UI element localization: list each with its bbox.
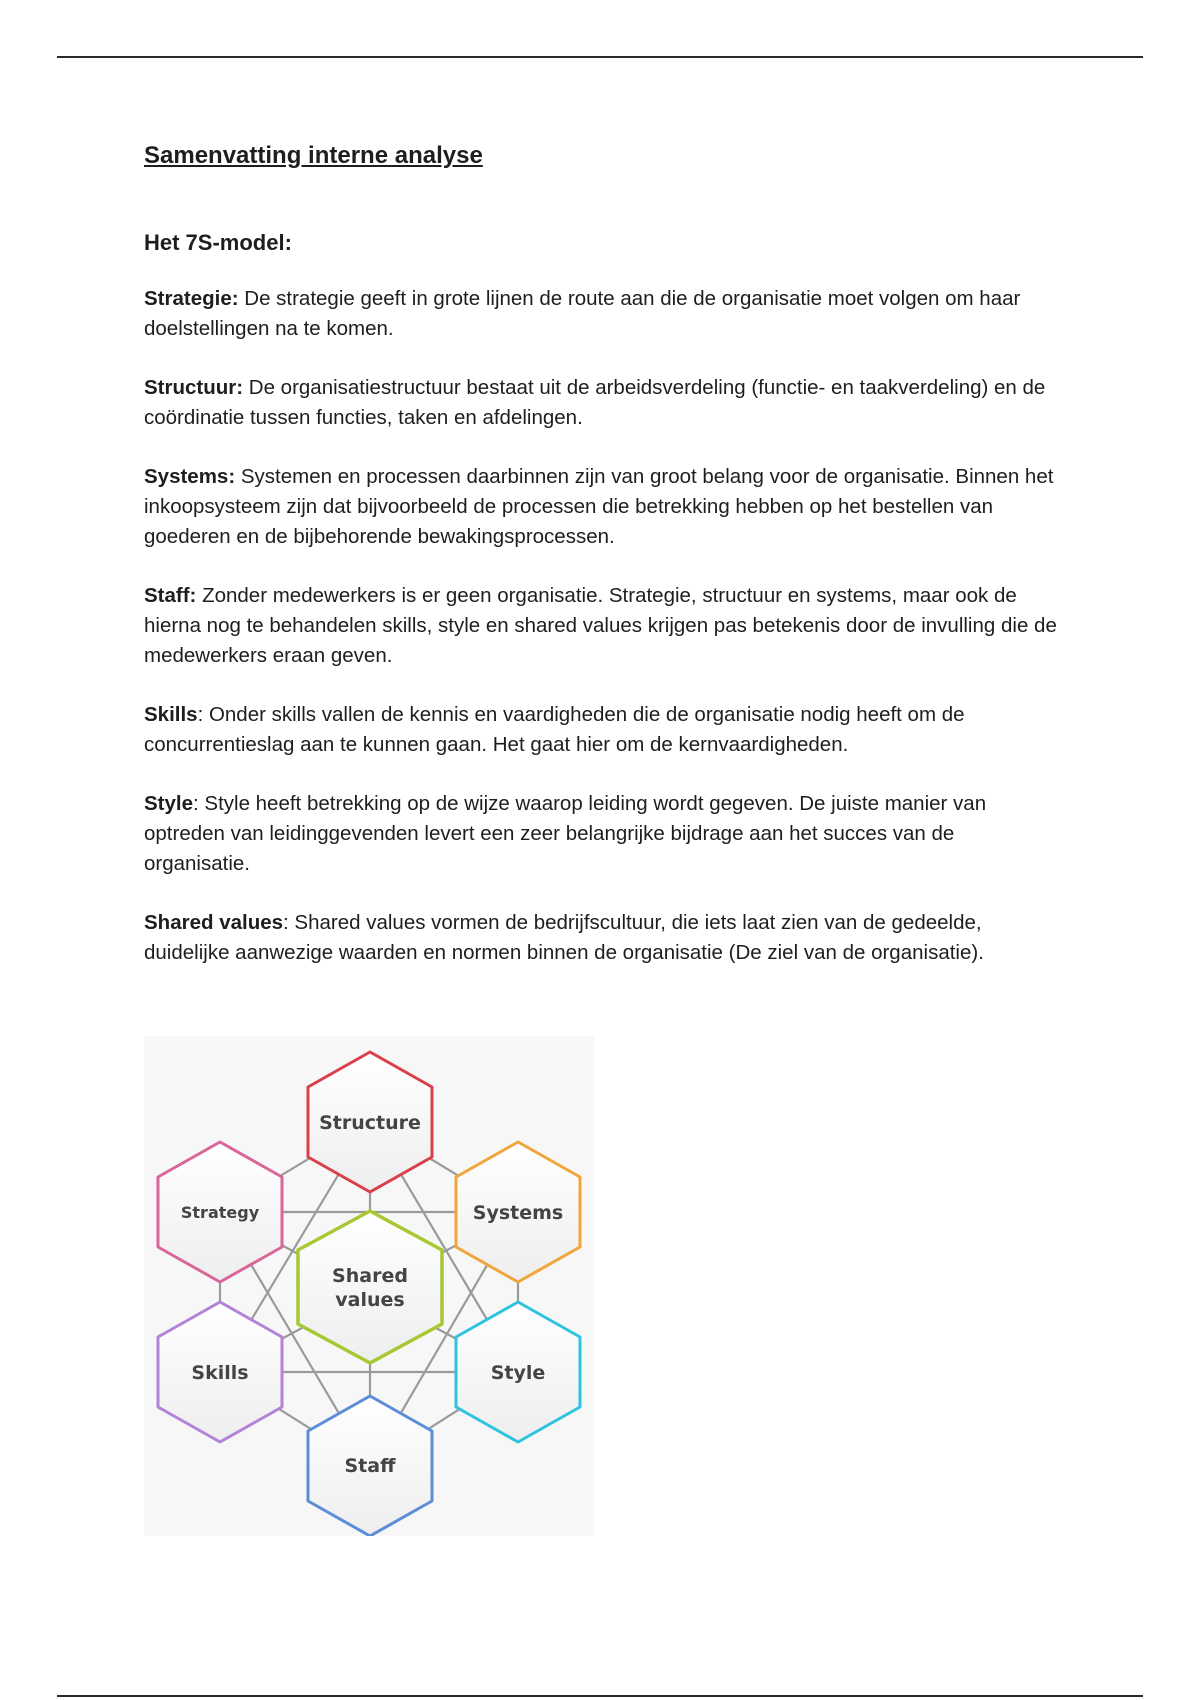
- shared-values-label-line1: Shared: [332, 1265, 408, 1287]
- definition-text: : Shared values vormen de bedrijfscultuur, die iets laat zien van de gedeelde, duidelijke aanwezige waarden en normen binnen de organisatie (De ziel van de organisatie).: [144, 910, 984, 964]
- strategy-label: Strategy: [180, 1203, 260, 1222]
- term-label: Style: [144, 791, 193, 815]
- style-label: Style: [490, 1362, 546, 1384]
- shared-values-label-line2: values: [335, 1289, 405, 1311]
- definition-shared-values: [144, 908, 1064, 968]
- term-label: Systems:: [144, 464, 236, 488]
- document-body: [144, 140, 1064, 997]
- staff-label: Staff: [344, 1455, 396, 1477]
- definition-systems: [144, 462, 1064, 552]
- definition-staff: [144, 581, 1064, 671]
- seven-s-diagram: [144, 1036, 594, 1536]
- bottom-rule: [57, 1695, 1143, 1697]
- definition-text: Systemen en processen daarbinnen zijn van groot belang voor de organisatie. Binnen het inkoopsysteem zijn dat bijvoorbeeld de processen die betrekking hebben op het bestellen van goederen en de bijbehorende bewakingsprocessen.: [144, 464, 1054, 548]
- structure-label: Structure: [319, 1112, 421, 1134]
- definition-skills: [144, 700, 1064, 760]
- seven-s-diagram-svg: [144, 1036, 594, 1536]
- definition-structuur: [144, 373, 1064, 433]
- definition-text: De strategie geeft in grote lijnen de route aan die de organisatie moet volgen om haar doelstellingen na te komen.: [144, 286, 1021, 340]
- term-label: Strategie:: [144, 286, 239, 310]
- section-heading: Het 7S-model:: [144, 230, 292, 256]
- term-label: Skills: [144, 702, 198, 726]
- definition-text: : Onder skills vallen de kennis en vaardigheden die de organisatie nodig heeft om de concurrentieslag aan te kunnen gaan. Het gaat hier om de kernvaardigheden.: [144, 702, 965, 756]
- skills-label: Skills: [191, 1362, 249, 1384]
- systems-label: Systems: [472, 1202, 564, 1224]
- definition-strategie: [144, 284, 1064, 344]
- definition-text: Zonder medewerkers is er geen organisatie. Strategie, structuur en systems, maar ook de hierna nog te behandelen skills, style en shared values krijgen pas betekenis door de invulling die de medewerkers eraan geven.: [144, 583, 1057, 667]
- term-label: Shared values: [144, 910, 284, 934]
- definition-text: : Style heeft betrekking op de wijze waarop leiding wordt gegeven. De juiste manier van optreden van leidinggevenden levert een zeer belangrijke bijdrage aan het succes van de organisatie.: [144, 791, 987, 875]
- definition-style: [144, 789, 1064, 879]
- term-label: Staff:: [144, 583, 197, 607]
- top-rule: [57, 56, 1143, 58]
- definition-text: De organisatiestructuur bestaat uit de arbeidsverdeling (functie- en taakverdeling) en de coördinatie tussen functies, taken en afdelingen.: [144, 375, 1046, 429]
- document-title: Samenvatting interne analyse: [144, 142, 483, 169]
- term-label: Structuur:: [144, 375, 244, 399]
